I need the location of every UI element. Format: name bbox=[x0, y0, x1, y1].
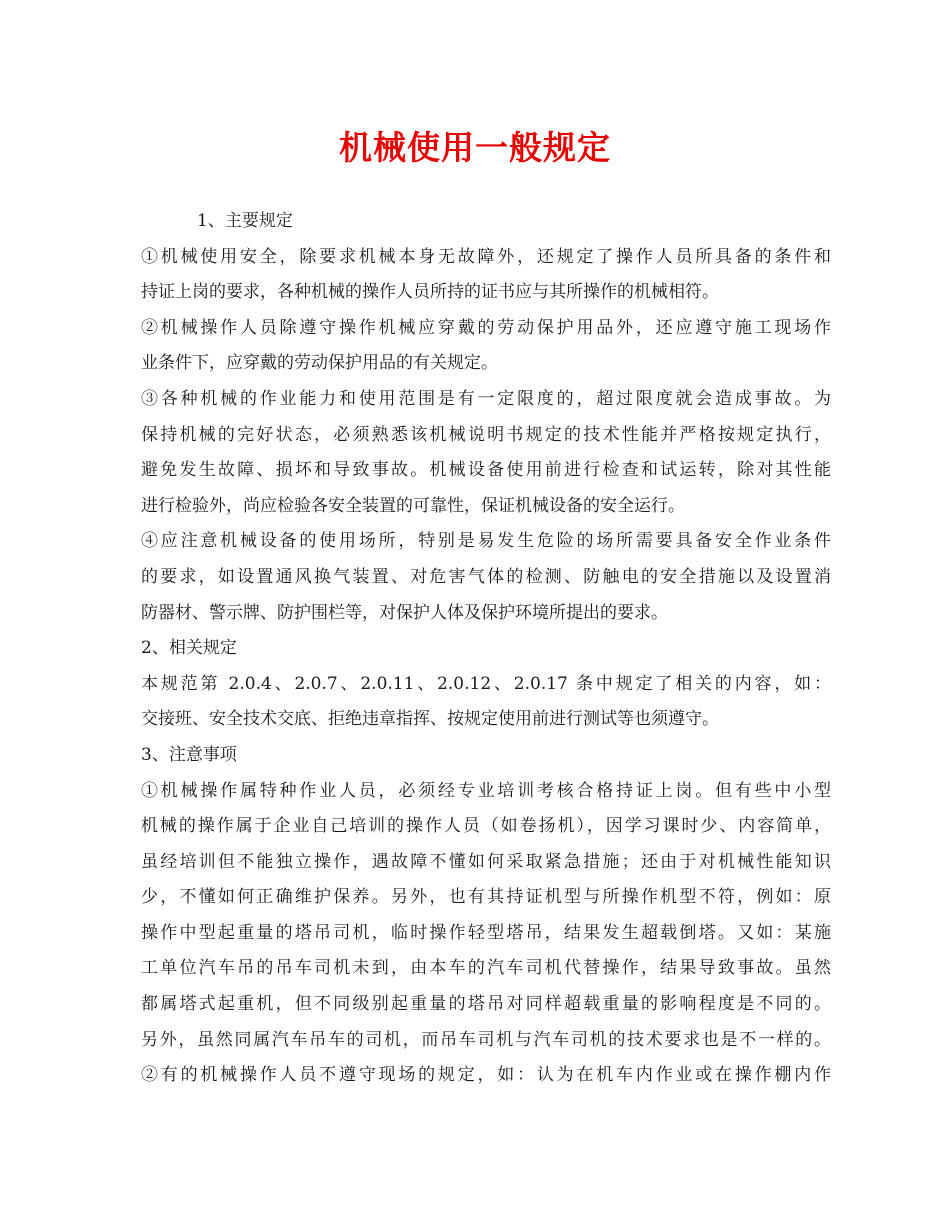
text-line: ④应注意机械设备的使用场所，特别是易发生危险的场所需要具备安全作业条件 bbox=[141, 531, 831, 552]
text-line: 机械的操作属于企业自己培训的操作人员（如卷扬机），因学习课时少、内容简单， bbox=[141, 816, 831, 837]
text-line: ③各种机械的作业能力和使用范围是有一定限度的，超过限度就会造成事故。为 bbox=[141, 388, 831, 409]
text-line: 进行检验外，尚应检验各安全装置的可靠性，保证机械设备的安全运行。 bbox=[141, 495, 685, 516]
text-line: 工单位汽车吊的吊车司机未到，由本车的汽车司机代替操作，结果导致事故。虽然 bbox=[141, 958, 831, 979]
text-line: 防器材、警示牌、防护围栏等，对保护人体及保护环境所提出的要求。 bbox=[141, 602, 668, 623]
text-line: ②有的机械操作人员不遵守现场的规定，如：认为在机车内作业或在操作棚内作 bbox=[141, 1065, 831, 1086]
text-line: 本规范第 2.0.4、2.0.7、2.0.11、2.0.12、2.0.17 条中规定了相关的内容，如： bbox=[141, 673, 831, 694]
text-line: 2、相关规定 bbox=[141, 638, 237, 659]
text-line: 操作中型起重量的塔吊司机，临时操作轻型塔吊，结果发生超载倒塔。又如：某施 bbox=[141, 922, 831, 943]
text-line: 持证上岗的要求，各种机械的操作人员所持的证书应与其所操作的机械相符。 bbox=[141, 282, 719, 303]
text-line: 交接班、安全技术交底、拒绝违章指挥、按规定使用前进行测试等也须遵守。 bbox=[141, 709, 719, 730]
text-line: 保持机械的完好状态，必须熟悉该机械说明书规定的技术性能并严格按规定执行， bbox=[141, 424, 831, 445]
text-line: 另外，虽然同属汽车吊车的司机，而吊车司机与汽车司机的技术要求也是不一样的。 bbox=[141, 1029, 831, 1050]
document-title: 机械使用一般规定 bbox=[339, 128, 611, 167]
document-body bbox=[141, 204, 831, 1094]
text-line: 都属塔式起重机，但不同级别起重量的塔吊对同样超载重量的影响程度是不同的。 bbox=[141, 994, 831, 1015]
text-line: 虽经培训但不能独立操作，遇故障不懂如何采取紧急措施；还由于对机械性能知识 bbox=[141, 851, 831, 872]
text-line: 3、注意事项 bbox=[141, 744, 237, 765]
text-line: ①机械使用安全，除要求机械本身无故障外，还规定了操作人员所具备的条件和 bbox=[141, 246, 831, 267]
text-line: 1、主要规定 bbox=[197, 211, 293, 231]
text-line: 业条件下，应穿戴的劳动保护用品的有关规定。 bbox=[141, 353, 498, 374]
text-line: 的要求，如设置通风换气装置、对危害气体的检测、防触电的安全措施以及设置消 bbox=[141, 566, 831, 587]
text-line: ②机械操作人员除遵守操作机械应穿戴的劳动保护用品外，还应遵守施工现场作 bbox=[141, 317, 831, 338]
text-line: 避免发生故障、损坏和导致事故。机械设备使用前进行检查和试运转，除对其性能 bbox=[141, 460, 831, 481]
text-line: ①机械操作属特种作业人员，必须经专业培训考核合格持证上岗。但有些中小型 bbox=[141, 780, 831, 801]
text-line: 少，不懂如何正确维护保养。另外，也有其持证机型与所操作机型不符，例如：原 bbox=[141, 887, 831, 908]
